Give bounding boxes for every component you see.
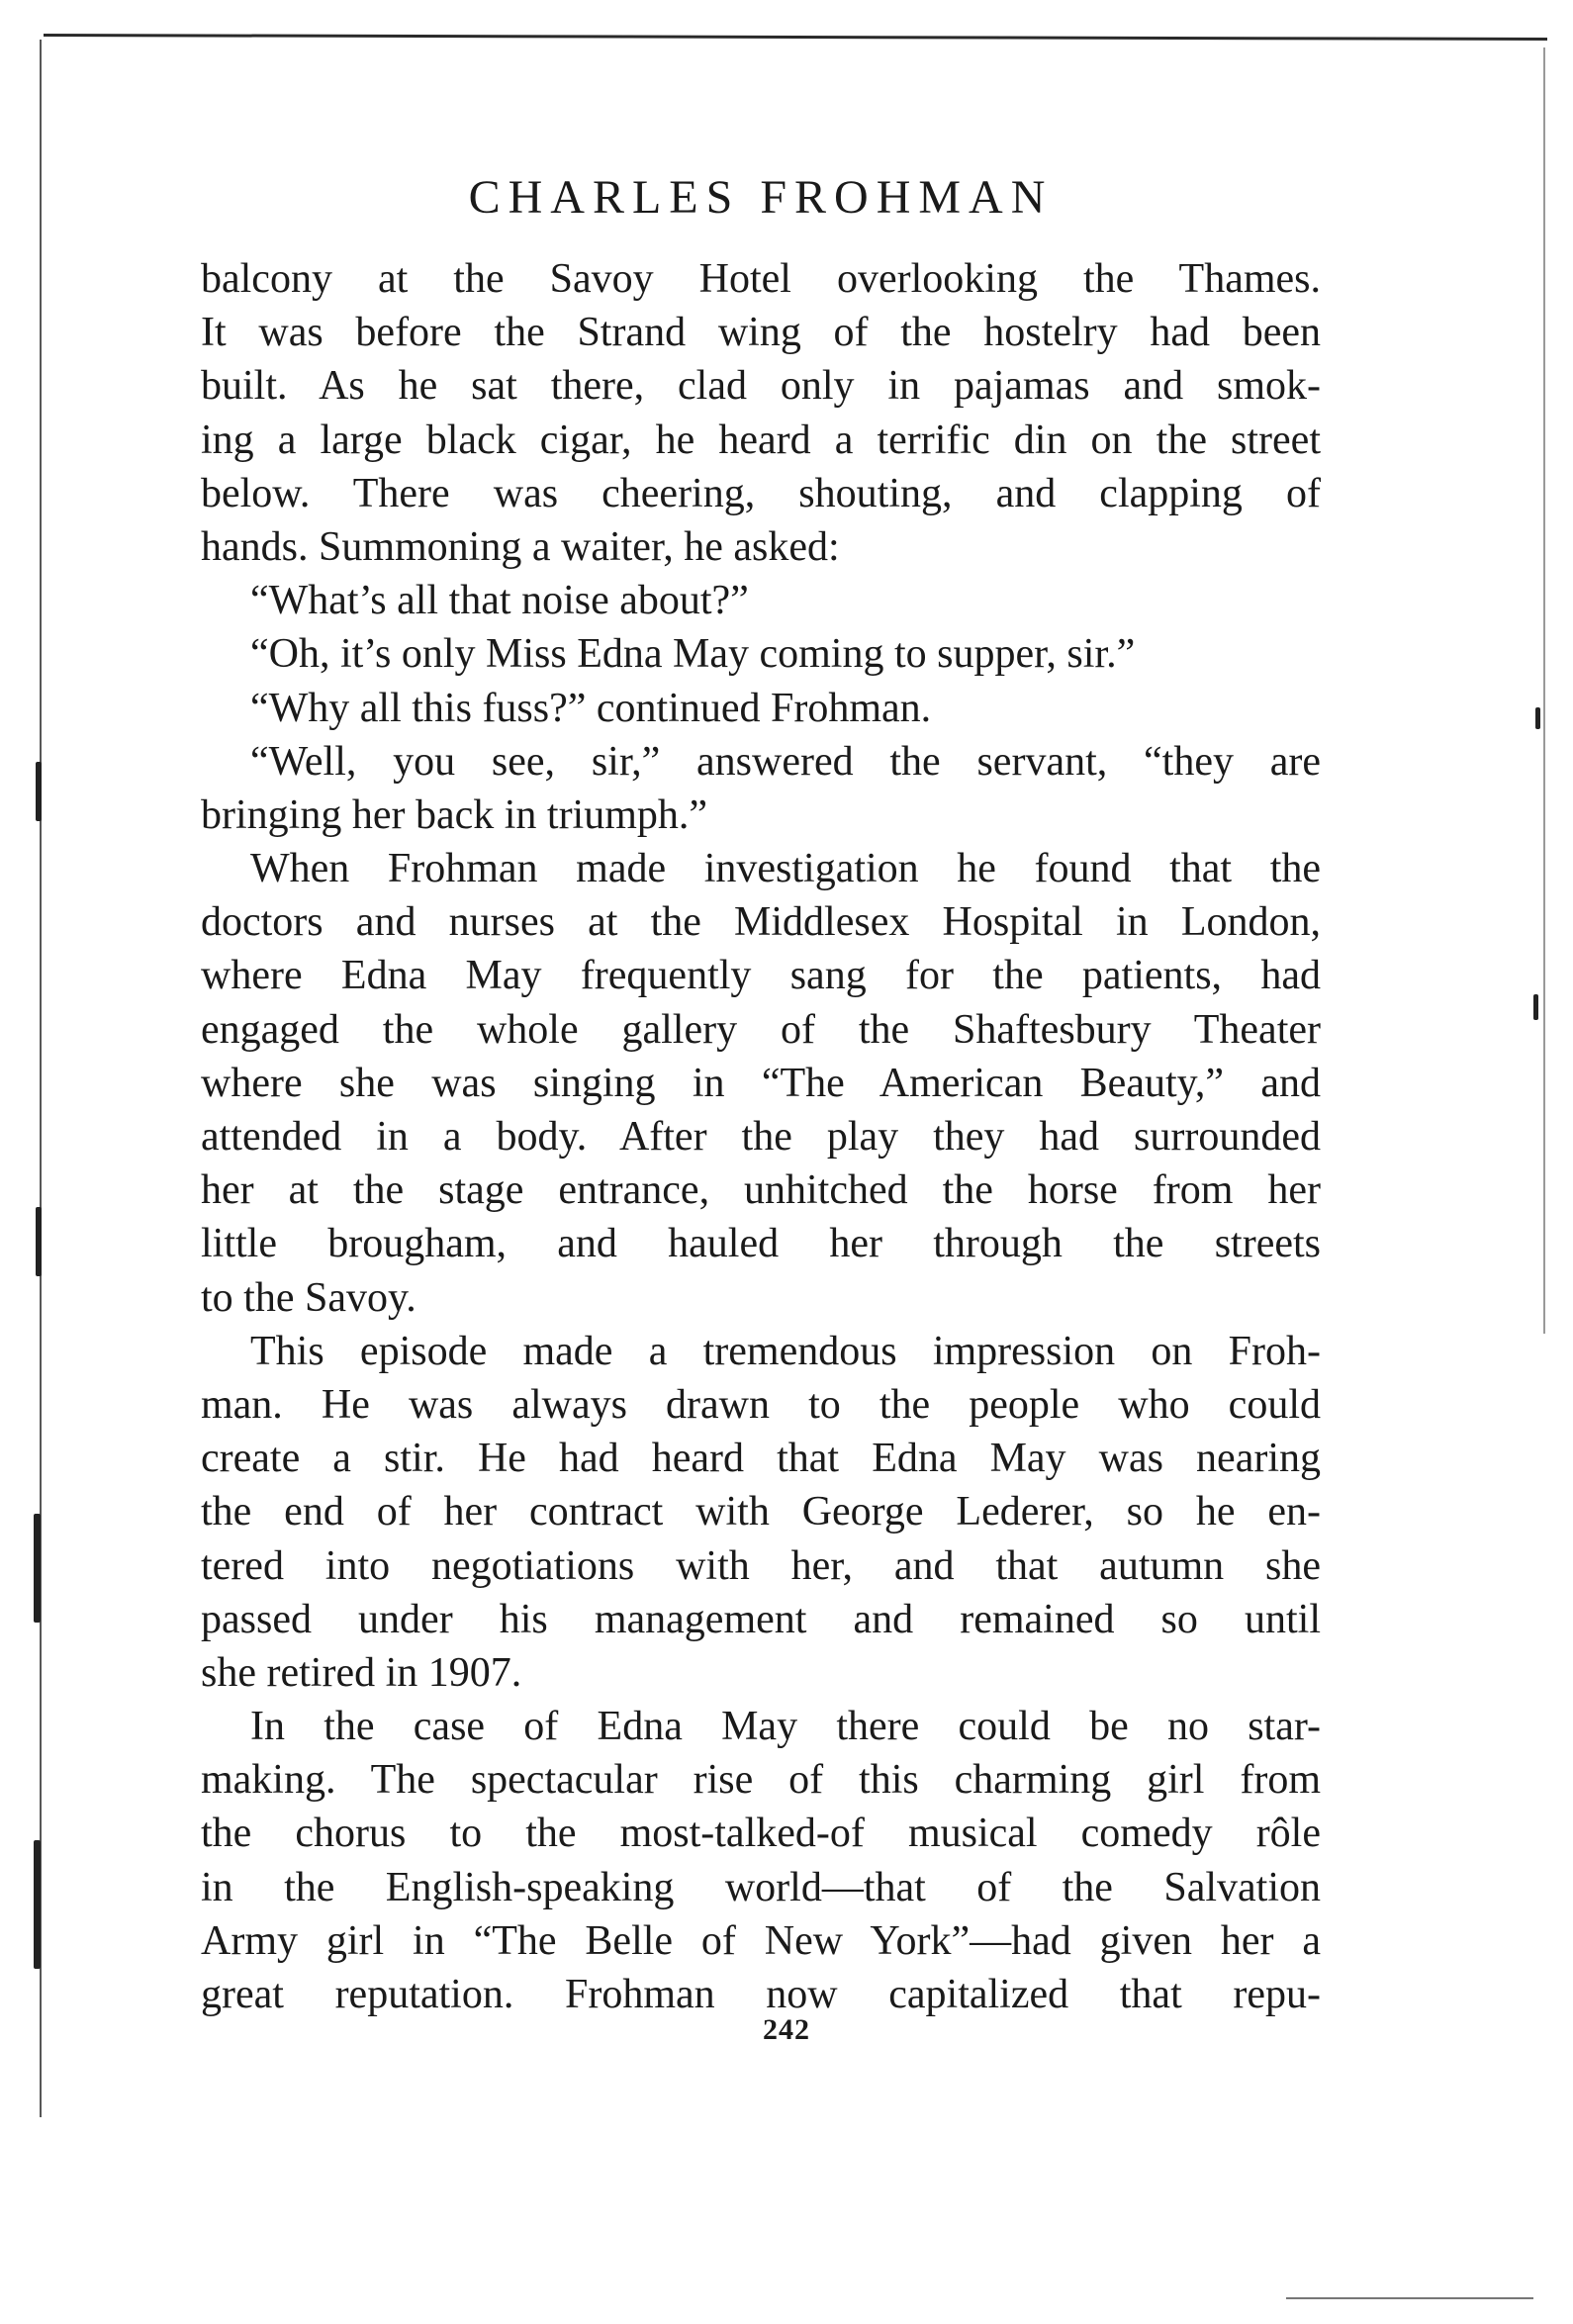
text-line: tered into negotiations with her, and that autumn she bbox=[201, 1542, 1321, 1589]
text-line: hands. Summoning a waiter, he asked: bbox=[201, 523, 840, 570]
scan-speck bbox=[34, 1514, 41, 1623]
scan-speck bbox=[36, 762, 42, 821]
text-line: “Oh, it’s only Miss Edna May coming to supper, sir.” bbox=[250, 631, 1136, 678]
text-line: in the English-speaking world—that of the Salvation bbox=[201, 1864, 1321, 1910]
text-line: man. He was always drawn to the people who could bbox=[201, 1381, 1321, 1428]
text-line: passed under his management and remained so until bbox=[201, 1596, 1321, 1642]
scan-speck bbox=[1535, 707, 1540, 729]
scan-bottom-edge bbox=[1286, 2297, 1533, 2299]
text-line: where Edna May frequently sang for the patients, had bbox=[201, 953, 1321, 999]
scan-speck bbox=[1533, 994, 1538, 1020]
text-line: she retired in 1907. bbox=[201, 1649, 522, 1696]
text-line: doctors and nurses at the Middlesex Hospital in London, bbox=[201, 899, 1321, 946]
running-head: CHARLES FROHMAN bbox=[468, 171, 1054, 224]
text-line: This episode made a tremendous impression on Froh- bbox=[250, 1328, 1321, 1374]
text-line: great reputation. Frohman now capitalized that repu- bbox=[201, 1972, 1321, 2017]
scan-speck bbox=[36, 1207, 42, 1276]
text-line: Army girl in “The Belle of New York”—had given her a bbox=[201, 1917, 1321, 1964]
text-line: where she was singing in “The American Beauty,” and bbox=[201, 1060, 1321, 1106]
scan-speck bbox=[34, 1840, 41, 1969]
text-line: making. The spectacular rise of this charming girl from bbox=[201, 1757, 1321, 1804]
text-line: little brougham, and hauled her through the streets bbox=[201, 1221, 1321, 1267]
text-line: In the case of Edna May there could be no star- bbox=[250, 1704, 1321, 1750]
text-line: attended in a body. After the play they had surrounded bbox=[201, 1114, 1321, 1160]
text-line: “Well, you see, sir,” answered the servant, “they are bbox=[250, 738, 1321, 785]
text-line: “What’s all that noise about?” bbox=[250, 578, 749, 624]
scan-right-edge bbox=[1543, 47, 1545, 1334]
text-block bbox=[201, 158, 1321, 2021]
text-line: engaged the whole gallery of the Shaftesbury Theater bbox=[201, 1006, 1321, 1053]
text-line: “Why all this fuss?” continued Frohman. bbox=[250, 685, 932, 731]
text-line: built. As he sat there, clad only in pajamas and smok- bbox=[201, 363, 1321, 410]
scan-top-edge bbox=[44, 34, 1547, 41]
text-line: bringing her back in triumph.” bbox=[201, 791, 708, 838]
page-number: 242 bbox=[763, 2013, 810, 2046]
text-line: It was before the Strand wing of the hostelry had been bbox=[201, 310, 1321, 356]
text-line: to the Savoy. bbox=[201, 1274, 416, 1321]
text-line: below. There was cheering, shouting, and clapping of bbox=[201, 470, 1321, 516]
text-line: the end of her contract with George Lederer, so he en- bbox=[201, 1489, 1321, 1535]
text-line: create a stir. He had heard that Edna May was nearing bbox=[201, 1436, 1321, 1482]
text-line: her at the stage entrance, unhitched the horse from her bbox=[201, 1167, 1321, 1214]
text-line: When Frohman made investigation he found that the bbox=[250, 846, 1321, 892]
scan-left-edge bbox=[40, 40, 42, 2117]
text-line: the chorus to the most-talked-of musical comedy rôle bbox=[201, 1811, 1321, 1857]
text-line: ing a large black cigar, he heard a terrific din on the street bbox=[201, 417, 1321, 463]
text-line: balcony at the Savoy Hotel overlooking the Thames. bbox=[201, 256, 1321, 302]
